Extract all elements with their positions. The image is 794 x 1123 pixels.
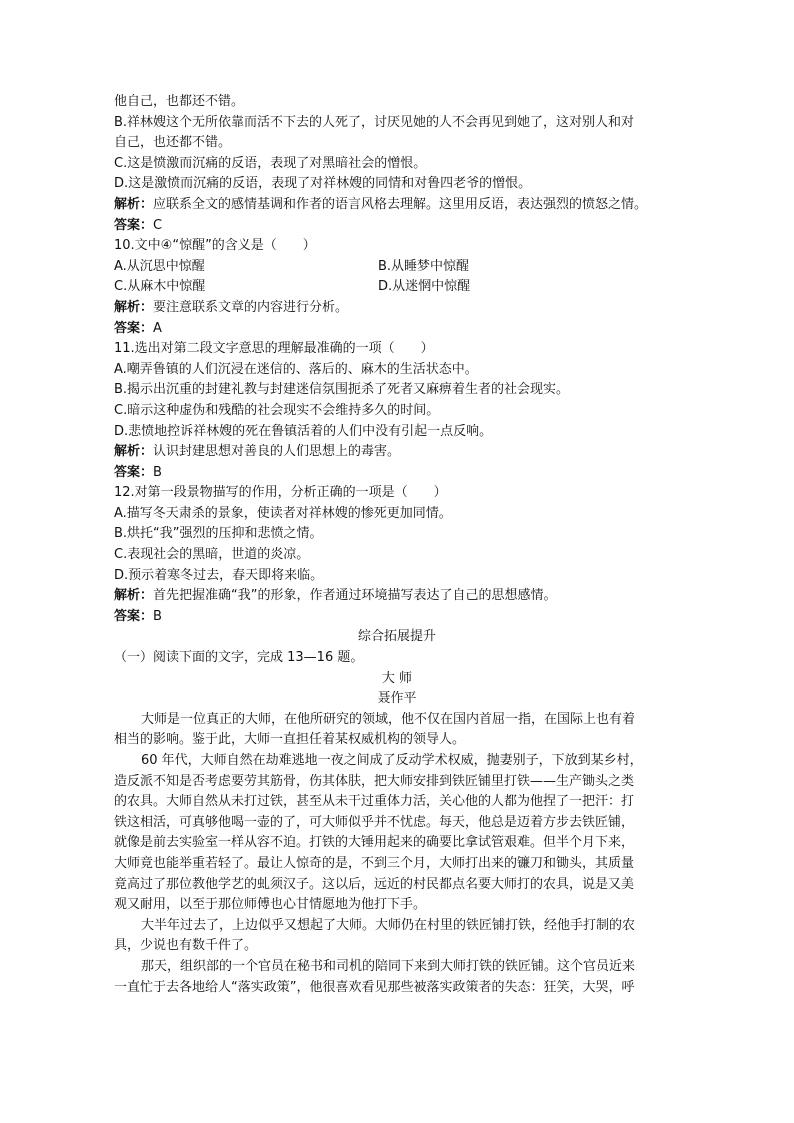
q10-analysis	[114, 298, 680, 319]
q11-option-a: A.嘲弄鲁镇的人们沉浸在迷信的、落后的、麻木的生活状态中。	[114, 361, 478, 377]
section-heading: 综合拓展提升	[357, 629, 436, 645]
analysis-label: 解析：	[114, 444, 154, 460]
passage-p1-line: 相当的影响。鉴于此，大师一直担任着某权威机构的领导人。	[114, 732, 466, 748]
analysis-text: 要注意联系文章的内容进行分析。	[153, 299, 349, 315]
answer-value: C	[153, 217, 163, 233]
q11-analysis	[114, 442, 680, 463]
passage-p3-line: 大半年过去了，上边似乎又想起了大师。大师仍在村里的铁匠铺打铁，经他手打制的农	[141, 917, 636, 933]
q12-option-a: A.描写冬天肃杀的景象，使读者对祥林嫂的惨死更加同情。	[114, 505, 452, 521]
passage-p2-line: 竟高过了那位教他学艺的虬须汉子。这以后，远近的村民都点名要大师打的农具，说是又美	[114, 876, 635, 892]
story-title: 大 师	[381, 670, 413, 686]
q10-options-row2	[114, 277, 680, 298]
q10-option-d: D.从迷惘中惊醒	[378, 279, 471, 295]
answer-value: A	[153, 320, 162, 336]
q9-option-b-line2: 自己，也还都不错。	[114, 135, 232, 151]
q10-option-b: B.从睡梦中惊醒	[378, 258, 470, 274]
q10-stem: 10.文中④“惊醒”的含义是（ ）	[114, 238, 316, 254]
q12-option-c: C.表现社会的黑暗，世道的炎凉。	[114, 547, 310, 563]
q10-option-c: C.从麻木中惊醒	[114, 279, 206, 295]
passage-p2-line: 造反派不知是否考虑要劳其筋骨，伤其体肤，把大师安排到铁匠铺里打铁——生产锄头之类	[114, 773, 635, 789]
answer-label: 答案：	[114, 217, 154, 233]
passage-p2-line: 60 年代，大师自然在劫难逃地一夜之间成了反动学术权威，抛妻别子，下放到某乡村，	[141, 753, 643, 768]
passage-p4-line: 一直忙于去各地给人“落实政策”，他很喜欢看见那些被落实政策者的失态：狂笑，大哭，呼	[114, 979, 635, 995]
answer-label: 答案：	[114, 320, 154, 336]
answer-value: B	[153, 464, 162, 480]
q9-line-continuation: 他自己，也都还不错。	[114, 94, 245, 109]
analysis-label: 解析：	[114, 588, 154, 604]
passage-p1-line: 大师是一位真正的大师，在他所研究的领域，他不仅在国内首屈一指，在国际上也有着	[141, 711, 636, 727]
q12-option-d: D.预示着寒冬过去，春天即将来临。	[114, 567, 324, 583]
analysis-text: 首先把握准确“我”的形象，作者通过环境描写表达了自己的思想感情。	[153, 588, 557, 604]
passage-p2-line: 大师竟也能举重若轻了。最让人惊奇的是，不到三个月，大师打出来的镰刀和锄头，其质量	[114, 855, 635, 871]
q11-stem: 11.选出对第二段文字意思的理解最准确的一项（ ）	[114, 341, 434, 357]
analysis-label: 解析：	[114, 196, 154, 212]
q9-option-d: D.这是激愤而沉痛的反语，表现了对祥林嫂的同情和对鲁四老爷的憎恨。	[114, 176, 532, 192]
passage-p3-line: 具，少说也有数千件了。	[114, 938, 258, 954]
passage-p4-line: 那天，组织部的一个官员在秘书和司机的陪同下来到大师打铁的铁匠铺。这个官员近来	[141, 958, 636, 974]
passage-p2-line: 观又耐用，以至于那位师傅也心甘情愿地为他打下手。	[114, 897, 427, 913]
answer-label: 答案：	[114, 464, 154, 480]
q12-option-b: B.烘托“我”强烈的压抑和悲愤之情。	[114, 526, 323, 542]
q11-answer	[114, 463, 680, 484]
analysis-text: 认识封建思想对善良的人们思想上的毒害。	[153, 444, 401, 460]
analysis-label: 解析：	[114, 299, 154, 315]
q9-option-b-line1: B.祥林嫂这个无所依靠而活不下去的人死了，讨厌见她的人不会再见到她了，这对别人和对	[114, 114, 635, 130]
q10-options-row1	[114, 257, 680, 278]
reading-instruction: （一）阅读下面的文字，完成 13—16 题。	[114, 650, 364, 666]
passage-p2-line: 的农具。大师自然从未打过铁，甚至从未干过重体力活，关心他的人都为他捏了一把汗：打	[114, 794, 635, 810]
passage-p2-line: 铁这相活，可真够他喝一壶的了，可大师似乎并不忧虑。每天，他总是迈着方步去铁匠铺，	[114, 814, 635, 830]
analysis-text: 应联系全文的感情基调和作者的语言风格去理解。这里用反语，表达强烈的愤怒之情。	[153, 196, 648, 212]
document-page	[114, 92, 680, 998]
q12-analysis	[114, 586, 680, 607]
q12-stem: 12.对第一段景物描写的作用，分析正确的一项是（ ）	[114, 485, 447, 501]
answer-label: 答案：	[114, 608, 154, 624]
q12-answer	[114, 607, 680, 628]
q10-answer	[114, 319, 680, 340]
story-author: 聂作平	[377, 691, 417, 707]
q10-option-a: A.从沉思中惊醒	[114, 258, 205, 274]
q9-answer	[114, 216, 680, 237]
q9-analysis	[114, 195, 680, 216]
passage-p2-line: 就像是前去实验室一样从容不迫。打铁的大锤用起来的确要比拿试管艰难。但半个月下来，	[114, 835, 635, 851]
answer-value: B	[153, 608, 162, 624]
q9-option-c: C.这是愤激而沉痛的反语，表现了对黑暗社会的憎恨。	[114, 155, 427, 171]
q11-option-b: B.揭示出沉重的封建礼教与封建迷信氛围扼杀了死者又麻痹着生者的社会现实。	[114, 382, 570, 398]
q11-option-c: C.暗示这种虚伪和残酷的社会现实不会维持多久的时间。	[114, 402, 440, 418]
q11-option-d: D.悲愤地控诉祥林嫂的死在鲁镇活着的人们中没有引起一点反响。	[114, 423, 493, 439]
